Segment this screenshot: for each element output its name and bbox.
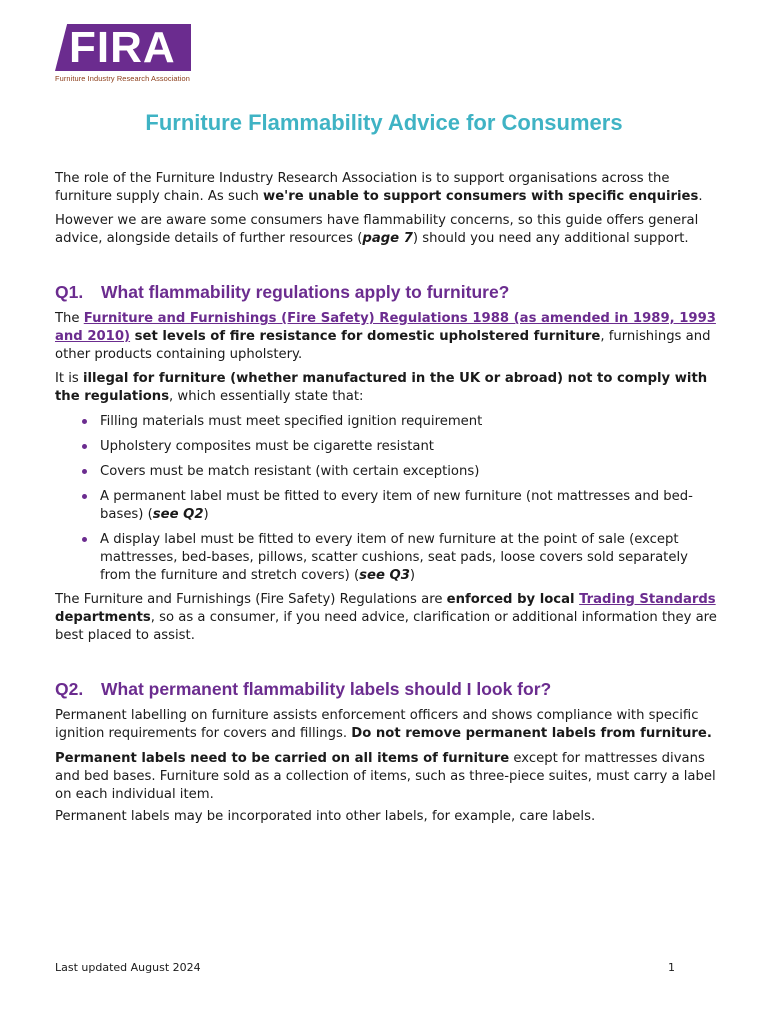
logo-subtitle: Furniture Industry Research Association <box>55 74 190 83</box>
list-item: Covers must be match resistant (with certain exceptions) <box>80 463 720 481</box>
bullet-dot <box>82 444 87 449</box>
list-item: A permanent label must be fitted to every item of new furniture (not mattresses and bed-bases) (see Q2) <box>80 488 720 524</box>
list-item: Upholstery composites must be cigarette resistant <box>80 438 720 456</box>
fira-logo <box>55 24 191 86</box>
page-title: Furniture Flammability Advice for Consumers <box>145 110 623 135</box>
q1-bullet-list <box>80 413 720 592</box>
q2-heading-text: What permanent flammability labels should I look for? <box>101 679 552 699</box>
q2-paragraph-3: Permanent labels may be incorporated into other labels, for example, care labels. <box>55 809 596 824</box>
q1-paragraph-3: The Furniture and Furnishings (Fire Safety) Regulations are enforced by local Trading Standards departments, so as a consumer, if you need advice, clarification or additional information they are best placed to assist. <box>55 592 717 643</box>
q2-heading <box>55 679 551 700</box>
last-updated: Last updated August 2024 <box>55 961 201 974</box>
page-number: 1 <box>668 961 675 974</box>
regulations-link[interactable]: Furniture and Furnishings (Fire Safety) Regulations 1988 (as amended in 1989, 1993 and 2010) <box>55 311 716 344</box>
bullet-dot <box>82 419 87 424</box>
trading-standards-link[interactable]: Trading Standards <box>579 592 716 607</box>
q1-paragraph-1: The Furniture and Furnishings (Fire Safety) Regulations 1988 (as amended in 1989, 1993 and 2010) set levels of fire resistance for domestic upholstered furniture, furnishings and other products containing upholstery. <box>55 311 716 362</box>
q2-paragraph-1: Permanent labelling on furniture assists enforcement officers and shows compliance with specific ignition requirements for covers and fillings. Do not remove permanent labels from furniture. <box>55 708 712 741</box>
q2-paragraph-2: Permanent labels need to be carried on all items of furniture except for mattresses divans and bed bases. Furniture sold as a collection of items, such as three-piece suites, must carry a label on each individual item. <box>55 751 716 802</box>
q1-heading-text: What flammability regulations apply to furniture? <box>101 282 510 302</box>
q2-number: Q2. <box>55 679 84 699</box>
intro-paragraph-1: The role of the Furniture Industry Research Association is to support organisations across the furniture supply chain. As such we're unable to support consumers with specific enquiries. <box>55 171 703 204</box>
q1-heading <box>55 282 509 303</box>
intro-paragraph-2: However we are aware some consumers have flammability concerns, so this guide offers general advice, alongside details of further resources (page 7) should you need any additional support. <box>55 213 699 246</box>
q1-number: Q1. <box>55 282 84 302</box>
bullet-dot <box>82 494 87 499</box>
list-item: Filling materials must meet specified ignition requirement <box>80 413 720 431</box>
bullet-dot <box>82 537 87 542</box>
q1-paragraph-2: It is illegal for furniture (whether manufactured in the UK or abroad) not to comply with the regulations, which essentially state that: <box>55 371 708 404</box>
bullet-dot <box>82 469 87 474</box>
list-item: A display label must be fitted to every item of new furniture at the point of sale (except mattresses, bed-bases, pillows, scatter cushions, seat pads, loose covers sold separately from the furniture and stretch covers) (see Q3) <box>80 531 720 585</box>
logo-word: FIRA <box>69 23 176 72</box>
